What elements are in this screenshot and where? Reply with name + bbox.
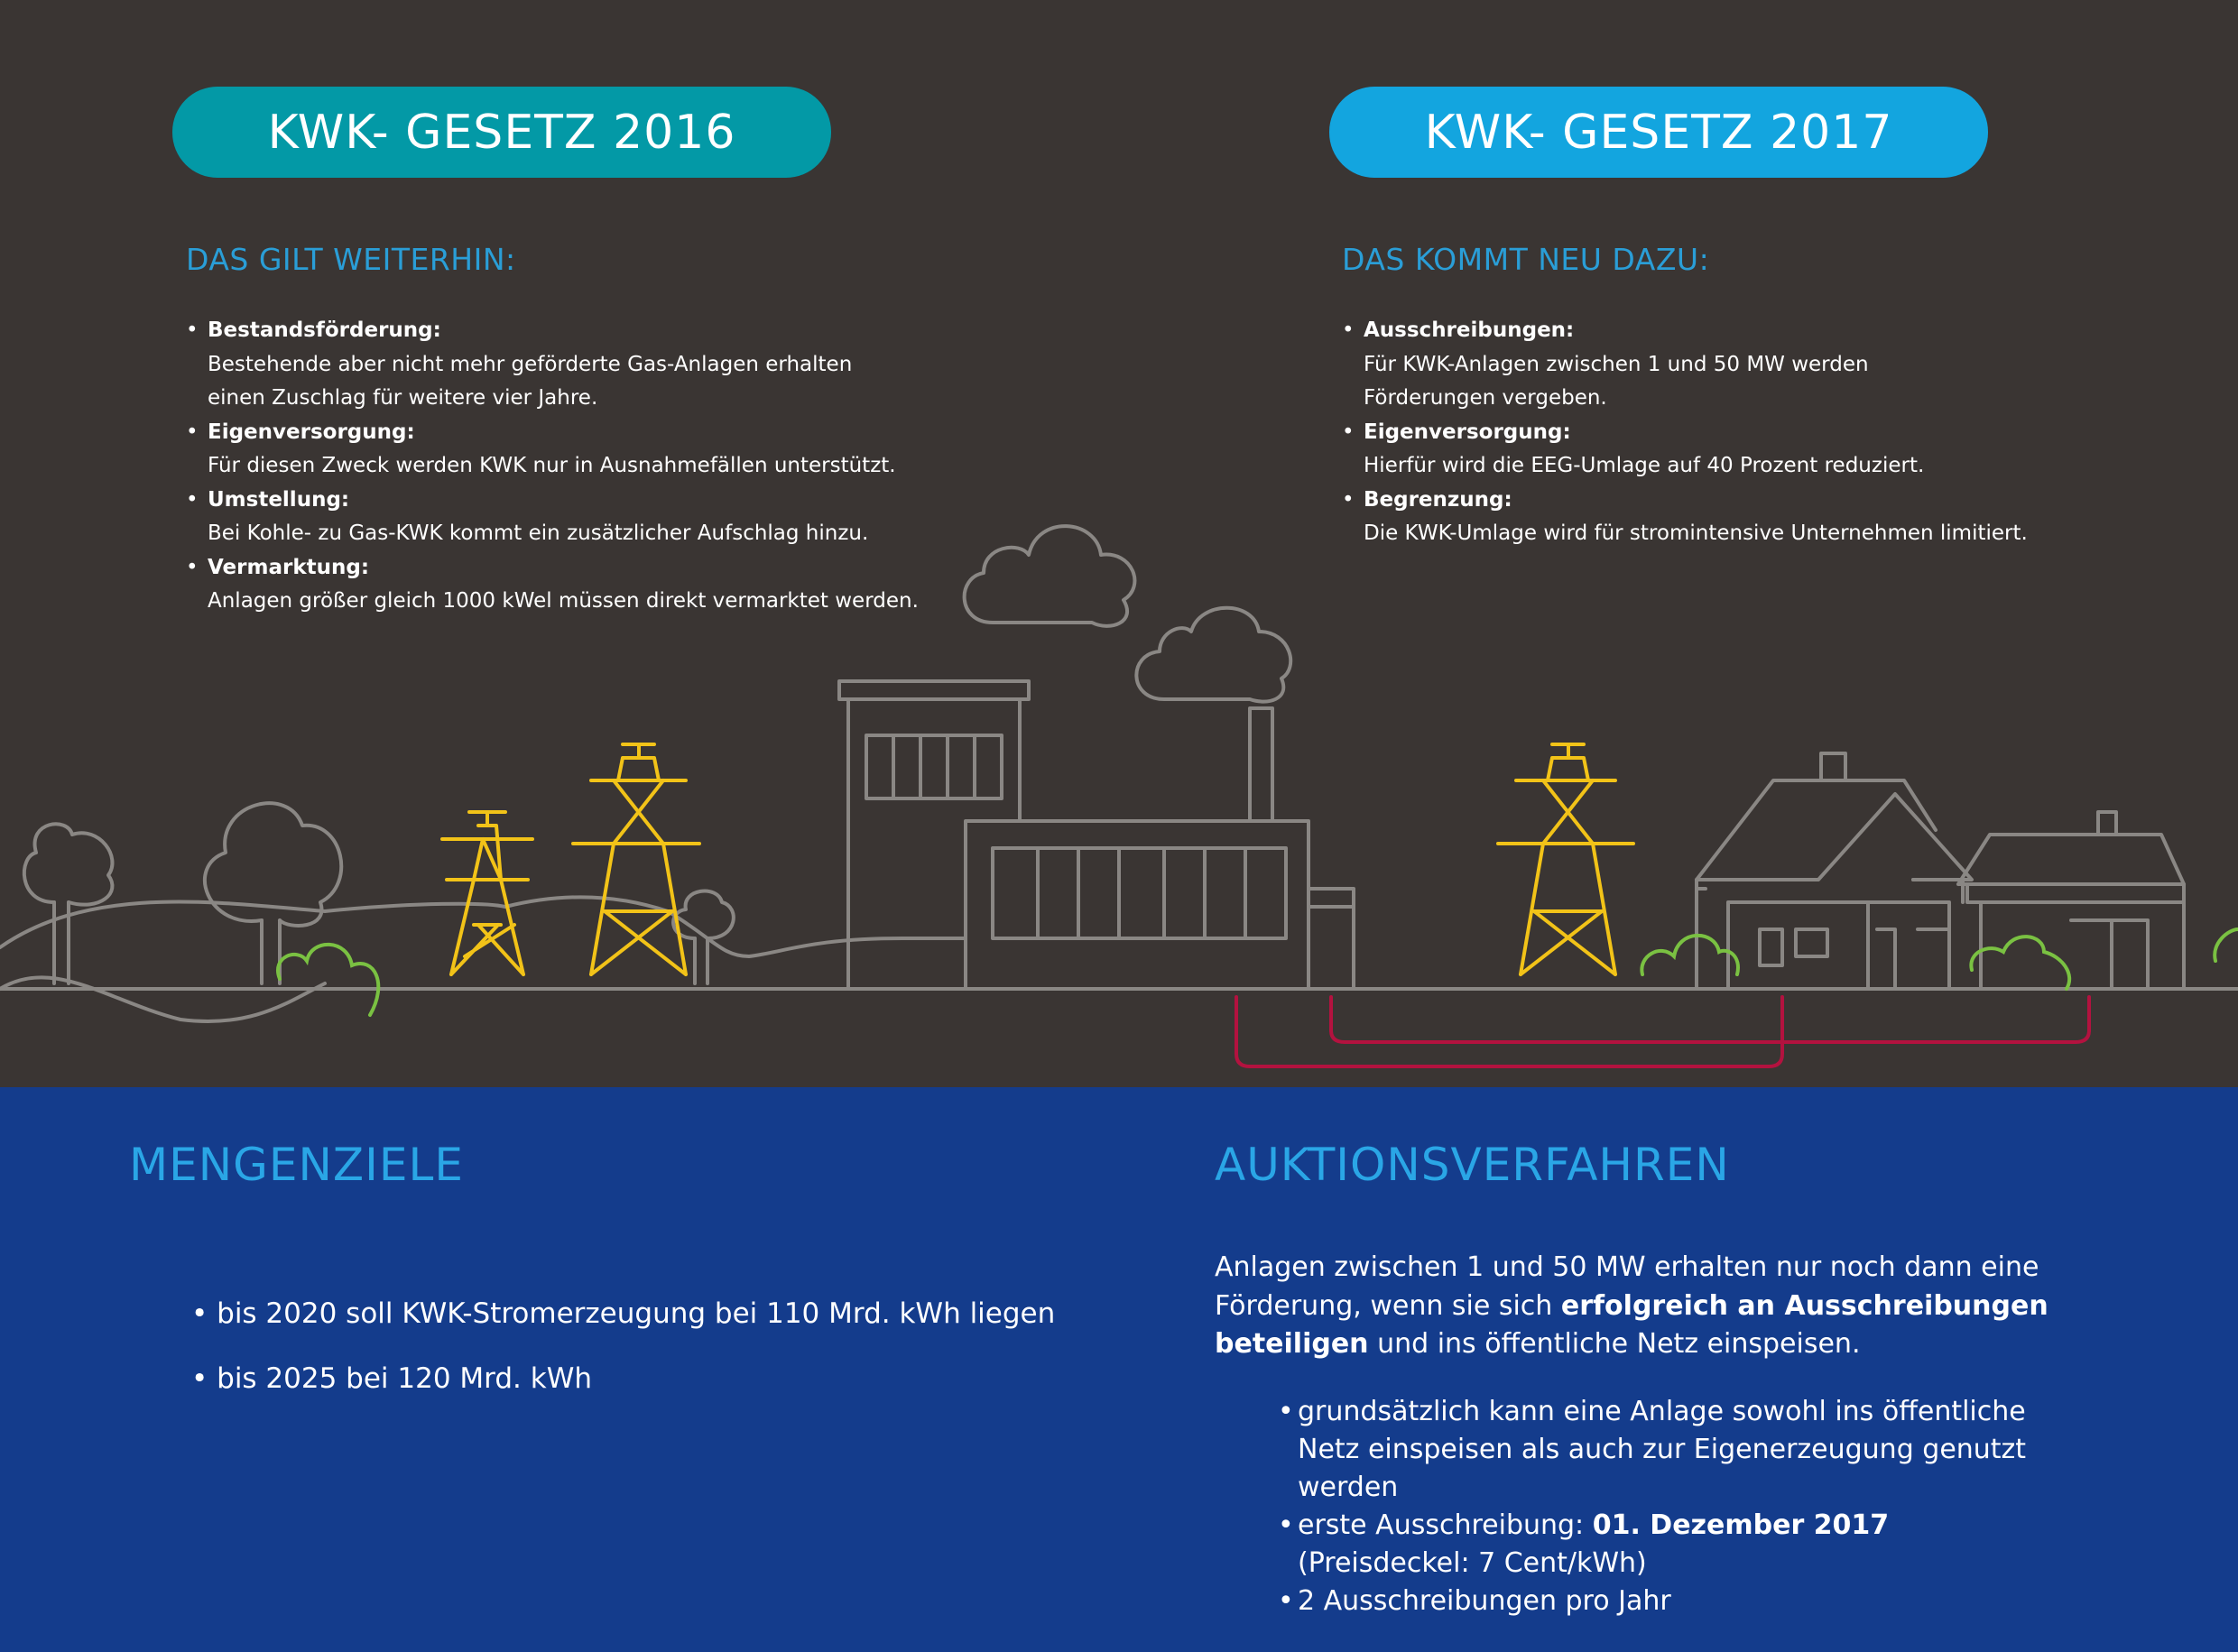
landscape-illustration (0, 487, 2238, 1087)
left-subheading: DAS GILT WEITERHIN: (186, 242, 516, 277)
list-item: • bis 2025 bei 120 Mrd. kWh (191, 1346, 1055, 1411)
intro-text-end: und ins öffentliche Netz einspeisen. (1368, 1328, 1861, 1360)
tree-icon (24, 824, 113, 983)
pylon-icon (442, 812, 532, 974)
item-text: Anlagen größer gleich 1000 kWel müssen direkt vermarktet werden. (208, 589, 919, 613)
list-item (186, 314, 926, 416)
auktion-list (1278, 1393, 2090, 1620)
item-title: • Ausschreibungen: (1364, 318, 1575, 342)
bush-icon (278, 945, 378, 1015)
item-suffix: (Preisdeckel: 7 Cent/kWh) (1298, 1547, 1647, 1579)
list-item (1342, 314, 2064, 416)
list-item: • bis 2020 soll KWK-Stromerzeugung bei 110 Mrd. kWh liegen (191, 1281, 1055, 1346)
pylon-icon (1498, 744, 1633, 974)
tree-icon (205, 803, 341, 983)
cloud-icon (965, 526, 1135, 626)
item-text: Bestehende aber nicht mehr geförderte Gas-Anlagen erhalten einen Zuschlag für weitere vier Jahre. (208, 352, 853, 410)
factory-icon (839, 681, 1354, 989)
item-title: • Umstellung: (208, 487, 350, 512)
house-icon (1958, 812, 2184, 989)
cloud-icon (1136, 608, 1290, 702)
item-title: • Bestandsförderung: (208, 318, 441, 342)
intro-bold: erfolgreich an Ausschreibungen beteiligen (1215, 1289, 2048, 1360)
chimney-icon (1250, 708, 1272, 821)
bush-icon (1642, 936, 1738, 974)
underground-cables (1236, 997, 2089, 1066)
item-title: • Eigenversorgung: (208, 420, 415, 444)
mengenziele-title: MENGENZIELE (129, 1139, 464, 1191)
hill-line (0, 897, 966, 956)
right-subheading: DAS KOMMT NEU DAZU: (1342, 242, 1710, 277)
pylon-icon (573, 744, 699, 974)
bush-icon (1971, 937, 2069, 989)
auktion-title: AUKTIONSVERFAHREN (1215, 1139, 1730, 1191)
item-text: Die KWK-Umlage wird für stromintensive Unternehmen limitiert. (1364, 521, 2028, 545)
item-text: Für diesen Zweck werden KWK nur in Ausnahmefällen unterstützt. (208, 454, 896, 477)
item-text: Hierfür wird die EEG-Umlage auf 40 Prozent reduziert. (1364, 454, 1925, 477)
mengenziele-list (191, 1281, 1055, 1411)
auktion-intro (1215, 1249, 2117, 1364)
item-prefix: erste Ausschreibung: (1298, 1509, 1593, 1541)
list-item (1278, 1507, 2090, 1583)
bush-icon (2215, 929, 2238, 961)
kwk-2017-title: KWK- GESETZ 2017 (1329, 87, 1988, 178)
item-text: Für KWK-Anlagen zwischen 1 und 50 MW werden Förderungen vergeben. (1364, 352, 1869, 410)
intro-text: Anlagen zwischen 1 und 50 MW erhalten nur noch dann eine Förderung, wenn sie sich (1215, 1251, 2039, 1322)
list-item: • grundsätzlich kann eine Anlage sowohl ins öffentliche Netz einspeisen als auch zur Eigenerzeugung genutzt werden (1278, 1393, 2090, 1507)
house-icon (1697, 753, 1972, 989)
list-item (186, 416, 926, 484)
kwk-2016-title: KWK- GESETZ 2016 (172, 87, 831, 178)
item-title: • Vermarktung: (208, 555, 370, 579)
item-title: • Begrenzung: (1364, 487, 1512, 512)
list-item: • 2 Ausschreibungen pro Jahr (1278, 1583, 2090, 1620)
item-date: 01. Dezember 2017 (1592, 1509, 1890, 1541)
item-title: • Eigenversorgung: (1364, 420, 1571, 444)
hill-line-lower (0, 977, 325, 1021)
list-item (1342, 416, 2064, 484)
item-text: Bei Kohle- zu Gas-KWK kommt ein zusätzlicher Aufschlag hinzu. (208, 521, 869, 545)
